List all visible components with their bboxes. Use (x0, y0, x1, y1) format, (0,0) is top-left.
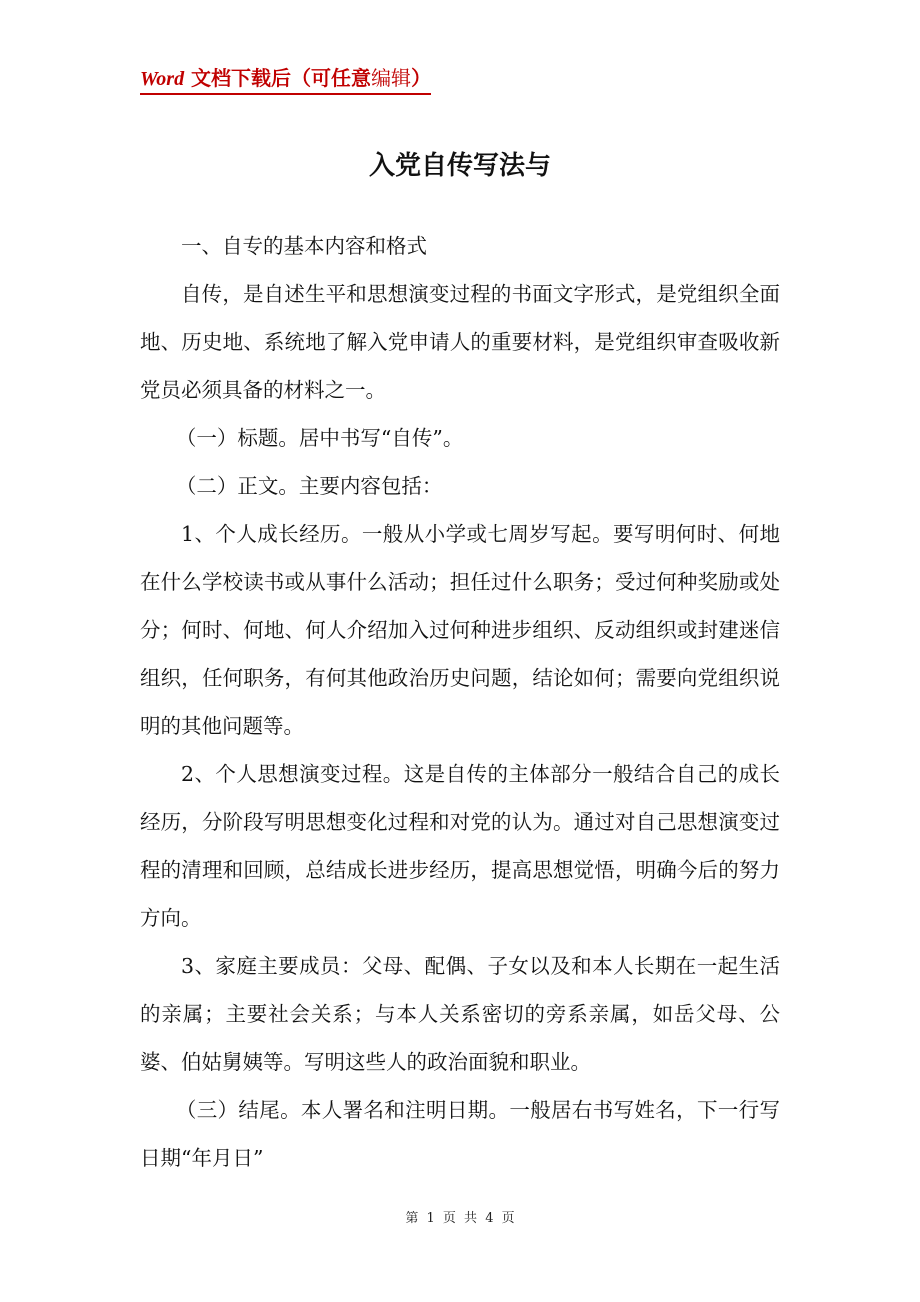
paragraph-item-2: 2、个人思想演变过程。这是自传的主体部分一般结合自己的成长经历，分阶段写明思想变化过程和对党的认为。通过对自己思想演变过程的清理和回顾，总结成长进步经历，提高思想觉悟，明确今后的努力方向。 (140, 762, 780, 930)
paragraph-body-rule: （二）正文。主要内容包括： (175, 474, 443, 498)
header-text: 文档下载后（可任意 (184, 66, 372, 90)
paragraph-intro: 自传，是自述生平和思想演变过程的书面文字形式，是党组织全面地、历史地、系统地了解入党申请人的重要材料，是党组织审查吸收新党员必须具备的材料之一。 (140, 282, 780, 402)
paragraph-item-1: 1、个人成长经历。一般从小学或七周岁写起。要写明何时、何地在什么学校读书或从事什么活动；担任过什么职务；受过何种奖励或处分；何时、何地、何人介绍加入过何种进步组织、反动组织或封建迷信组织，任何职务，有何其他政治历史问题，结论如何；需要向党组织说明的其他问题等。 (140, 522, 780, 738)
section-heading-1: 一、自专的基本内容和格式 (181, 234, 427, 258)
header-edit: 编辑 (371, 66, 412, 90)
document-title: 入党自传写法与 (368, 151, 551, 181)
paragraph-item-3: 3、家庭主要成员：父母、配偶、子女以及和本人长期在一起生活的亲属；主要社会关系；与本人关系密切的旁系亲属，如岳父母、公婆、伯姑舅姨等。写明这些人的政治面貌和职业。 (140, 954, 780, 1074)
header-close: ） (411, 66, 432, 90)
page-number: 第 1 页 共 4 页 (405, 1211, 515, 1226)
paragraph-title-rule: （一）标题。居中书写“自传”。 (175, 426, 464, 450)
download-edit-link[interactable] (140, 66, 431, 95)
header-word: Word (140, 68, 185, 90)
paragraph-ending-rule: （三）结尾。本人署名和注明日期。一般居右书写姓名，下一行写日期“年月日” (140, 1098, 780, 1170)
document-body (140, 222, 780, 1182)
